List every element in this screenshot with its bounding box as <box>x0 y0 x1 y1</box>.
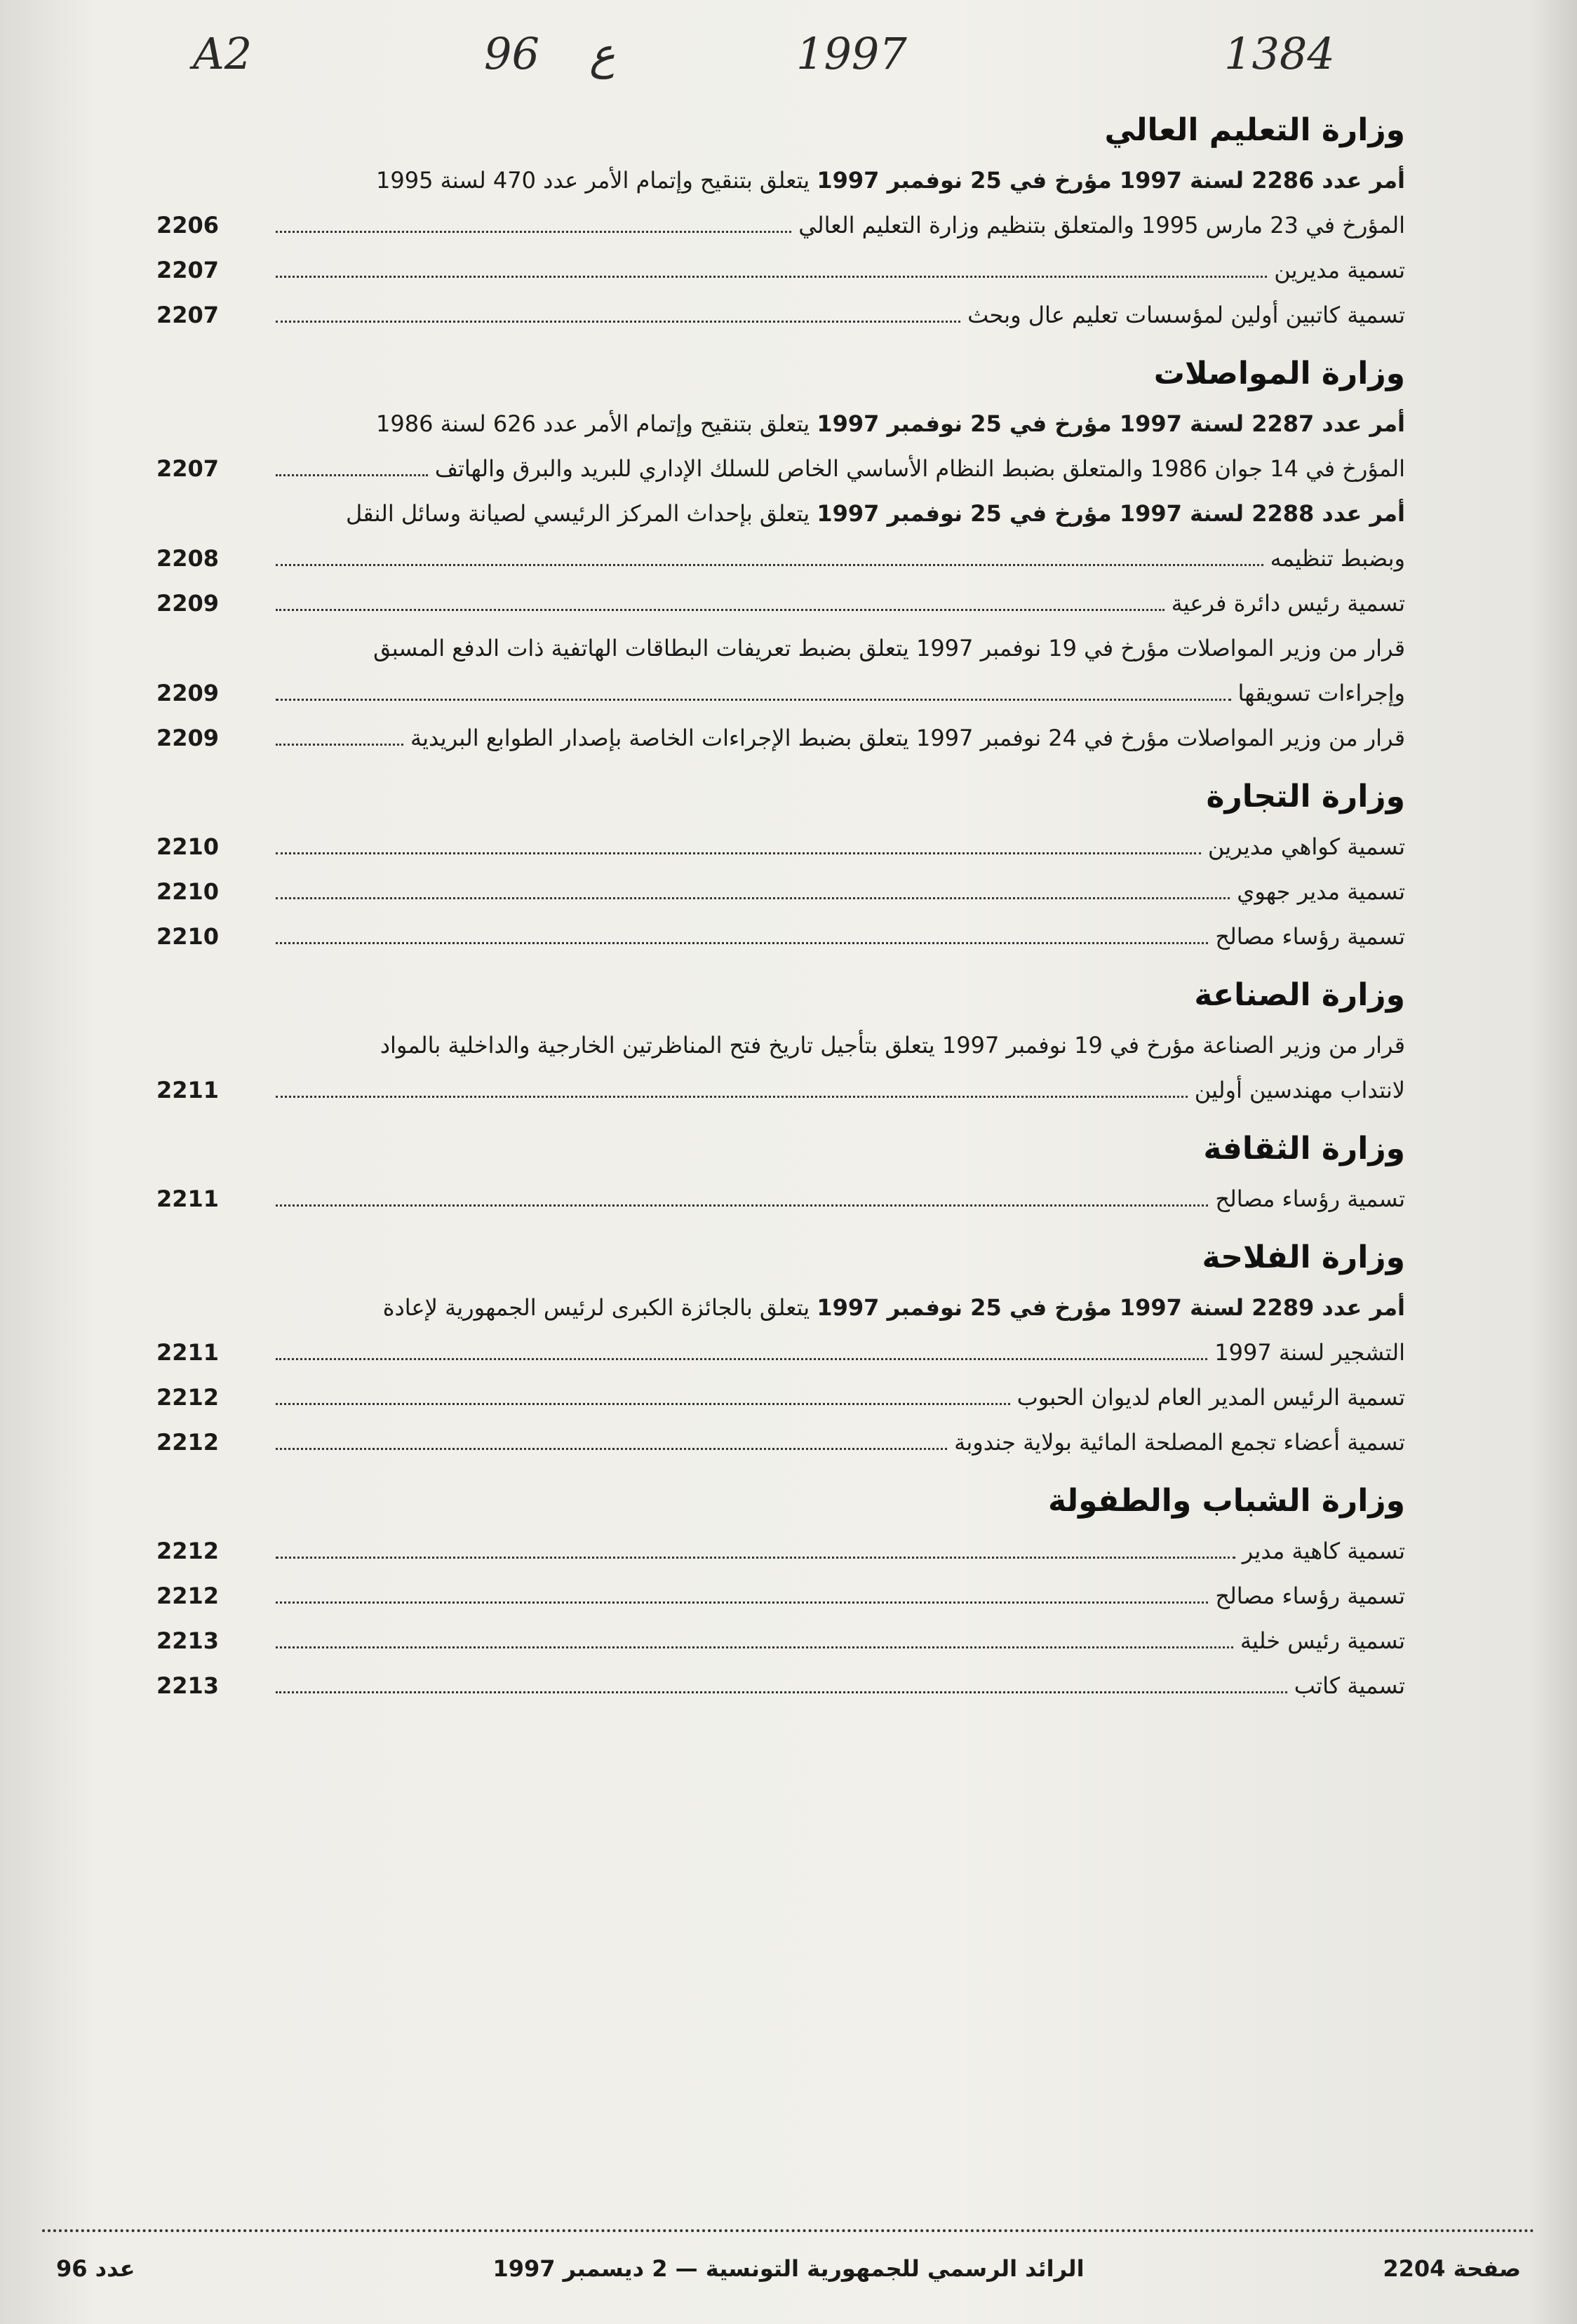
entry-page-number: 2211 <box>156 1185 220 1212</box>
section-title: وزارة التعليم العالي <box>1104 112 1405 148</box>
entry-page-number: 2209 <box>156 680 220 706</box>
toc-section <box>156 1483 1405 1708</box>
leader-dots <box>276 744 403 746</box>
entry-text <box>1215 1176 1405 1221</box>
entry-page-number: 2207 <box>156 455 220 482</box>
entry-description: يتعلق بتنقيح وإتمام الأمر عدد 626 لسنة 1986 <box>375 410 817 437</box>
entry-description: يتعلق بتنقيح وإتمام الأمر عدد 470 لسنة 1995 <box>375 167 817 194</box>
entry-text <box>1274 248 1405 293</box>
leader-dots <box>276 699 1231 701</box>
section-title: وزارة الفلاحة <box>1202 1240 1405 1275</box>
leader-dots <box>276 1096 1188 1098</box>
entry-description: يتعلق بالجائزة الكبرى لرئيس الجمهورية لإعادة <box>382 1294 817 1321</box>
toc-entry[interactable] <box>156 1573 1405 1618</box>
leader-dots <box>276 321 960 323</box>
entry-text <box>967 293 1405 337</box>
handwritten-note: 1997 <box>796 28 907 79</box>
footer-divider <box>42 2229 1535 2232</box>
toc-section <box>156 977 1405 1113</box>
entry-text <box>346 500 1405 527</box>
entry-description: قرار من وزير المواصلات مؤرخ في 24 نوفمبر 1997 يتعلق بضبط الإجراءات الخاصة بإصدار الطوابع البريدية <box>410 725 1405 751</box>
entry-text <box>383 1294 1405 1321</box>
entry-page-number: 2213 <box>156 1672 220 1699</box>
table-of-contents <box>156 112 1405 1726</box>
toc-entry[interactable] <box>156 1420 1405 1465</box>
entry-page-number: 2210 <box>156 833 220 860</box>
entry-description: تسمية كاتبين أولين لمؤسسات تعليم عال وبحث <box>967 302 1405 328</box>
entry-decree-reference: أمر عدد 2286 لسنة 1997 مؤرخ في 25 نوفمبر 1997 <box>817 167 1405 194</box>
entry-text <box>1172 581 1405 626</box>
footer-journal-title: الرائد الرسمي للجمهورية التونسية — 2 ديسمبر 1997 <box>492 2255 1085 2282</box>
entry-text <box>1208 824 1405 869</box>
entry-text <box>380 1032 1405 1059</box>
handwritten-note: ع <box>589 28 615 79</box>
leader-dots <box>276 942 1208 944</box>
leader-dots <box>276 276 1267 278</box>
section-title: وزارة التجارة <box>1206 779 1405 814</box>
entry-description: تسمية كاهية مدير <box>1242 1538 1405 1564</box>
entry-page-number: 2208 <box>156 545 220 572</box>
entry-page-number: 2213 <box>156 1627 220 1654</box>
entry-description: تسمية رؤساء مصالح <box>1215 923 1405 950</box>
toc-section <box>156 1240 1405 1465</box>
toc-entry[interactable] <box>156 581 1405 626</box>
entry-text <box>1017 1375 1405 1420</box>
entry-page-number: 2210 <box>156 878 220 905</box>
entry-continuation: لانتداب مهندسين أولين <box>1194 1077 1405 1103</box>
toc-entry[interactable] <box>156 1176 1405 1221</box>
section-title: وزارة المواصلات <box>1153 356 1405 391</box>
toc-entry[interactable] <box>156 1529 1405 1573</box>
handwritten-note: 96 <box>484 28 539 79</box>
entry-description: قرار من وزير الصناعة مؤرخ في 19 نوفمبر 1997 يتعلق بتأجيل تاريخ فتح المناظرتين الخارجية والداخلية بالمواد <box>380 1032 1405 1059</box>
footer-page-number: صفحة 2204 <box>1383 2255 1521 2282</box>
entry-continuation: المؤرخ في 14 جوان 1986 والمتعلق بضبط النظام الأساسي الخاص للسلك الإداري للبريد والبرق والهاتف <box>434 455 1405 482</box>
entry-text <box>1237 869 1405 914</box>
entry-decree-reference: أمر عدد 2289 لسنة 1997 مؤرخ في 25 نوفمبر 1997 <box>817 1294 1405 1321</box>
entry-text <box>1240 1618 1405 1663</box>
toc-section <box>156 779 1405 959</box>
entry-text <box>1242 1529 1405 1573</box>
toc-entry[interactable] <box>156 401 1405 491</box>
entry-page-number: 2210 <box>156 923 220 950</box>
leader-dots <box>276 231 791 233</box>
entry-continuation: وإجراءات تسويقها <box>1237 680 1405 706</box>
entry-description: يتعلق بإحداث المركز الرئيسي لصيانة وسائل النقل <box>346 500 817 527</box>
gutter-shadow <box>1529 0 1577 2324</box>
section-title: وزارة الثقافة <box>1203 1131 1405 1167</box>
leader-dots <box>276 1204 1208 1207</box>
toc-entry[interactable] <box>156 248 1405 293</box>
handwritten-note: A2 <box>193 28 253 79</box>
entry-description: قرار من وزير المواصلات مؤرخ في 19 نوفمبر 1997 يتعلق بضبط تعريفات البطاقات الهاتفية ذات الدفع المسبق <box>373 635 1405 661</box>
leader-dots <box>276 1557 1235 1559</box>
entry-description: تسمية رئيس دائرة فرعية <box>1171 590 1405 617</box>
footer-issue-number: عدد 96 <box>56 2255 135 2282</box>
entry-decree-reference: أمر عدد 2287 لسنة 1997 مؤرخ في 25 نوفمبر 1997 <box>817 410 1405 437</box>
entry-page-number: 2207 <box>156 302 220 328</box>
entry-text <box>1215 914 1405 959</box>
page-footer <box>56 2255 1521 2297</box>
handwritten-note: 1384 <box>1224 28 1335 79</box>
toc-entry[interactable] <box>156 869 1405 914</box>
toc-section <box>156 356 1405 760</box>
entry-decree-reference: أمر عدد 2288 لسنة 1997 مؤرخ في 25 نوفمبر 1997 <box>817 500 1405 527</box>
entry-text <box>373 635 1405 661</box>
leader-dots <box>276 1358 1207 1360</box>
entry-description: تسمية أعضاء تجمع المصلحة المائية بولاية جندوبة <box>954 1429 1405 1456</box>
entry-description: تسمية مديرين <box>1274 257 1405 283</box>
entry-page-number: 2212 <box>156 1429 220 1456</box>
entry-text <box>1294 1663 1405 1708</box>
entry-description: تسمية مدير جهوي <box>1237 878 1405 905</box>
entry-page-number: 2212 <box>156 1583 220 1609</box>
toc-entry[interactable] <box>156 1618 1405 1663</box>
entry-description: تسمية رؤساء مصالح <box>1215 1185 1405 1212</box>
entry-page-number: 2209 <box>156 725 220 751</box>
toc-entry[interactable] <box>156 626 1405 716</box>
toc-entry[interactable] <box>156 1375 1405 1420</box>
entry-description: تسمية رؤساء مصالح <box>1215 1583 1405 1609</box>
entry-page-number: 2211 <box>156 1339 220 1366</box>
entry-page-number: 2206 <box>156 212 220 239</box>
entry-continuation: المؤرخ في 23 مارس 1995 والمتعلق بتنظيم وزارة التعليم العالي <box>798 212 1405 239</box>
toc-entry[interactable] <box>156 1663 1405 1708</box>
entry-description: تسمية كاتب <box>1294 1672 1405 1699</box>
entry-description: تسمية رئيس خلية <box>1240 1627 1405 1654</box>
leader-dots <box>276 1403 1010 1405</box>
entry-text <box>1215 1573 1405 1618</box>
toc-section <box>156 1131 1405 1221</box>
entry-text <box>410 716 1405 760</box>
toc-entry[interactable] <box>156 1023 1405 1113</box>
leader-dots <box>276 564 1263 566</box>
leader-dots <box>276 1601 1208 1604</box>
entry-page-number: 2207 <box>156 257 220 283</box>
leader-dots <box>276 1646 1233 1648</box>
leader-dots <box>276 897 1230 899</box>
toc-entry[interactable] <box>156 716 1405 760</box>
entry-page-number: 2211 <box>156 1077 220 1103</box>
entry-description: تسمية الرئيس المدير العام لديوان الحبوب <box>1016 1384 1405 1411</box>
entry-description: تسمية كواهي مديرين <box>1207 833 1405 860</box>
entry-text <box>954 1420 1405 1465</box>
entry-page-number: 2212 <box>156 1538 220 1564</box>
section-title: وزارة الصناعة <box>1194 977 1405 1013</box>
leader-dots <box>276 609 1165 611</box>
leader-dots <box>276 1691 1287 1693</box>
toc-entry[interactable] <box>156 293 1405 337</box>
entry-text <box>376 410 1405 437</box>
entry-text <box>376 167 1405 194</box>
entry-continuation: وبضبط تنظيمه <box>1270 545 1405 572</box>
section-title: وزارة الشباب والطفولة <box>1047 1483 1405 1519</box>
toc-entry[interactable] <box>156 914 1405 959</box>
entry-continuation: التشجير لسنة 1997 <box>1214 1339 1405 1366</box>
toc-entry[interactable] <box>156 824 1405 869</box>
entry-page-number: 2212 <box>156 1384 220 1411</box>
entry-page-number: 2209 <box>156 590 220 617</box>
toc-entry[interactable] <box>156 491 1405 581</box>
toc-entry[interactable] <box>156 1285 1405 1375</box>
leader-dots <box>276 1448 947 1450</box>
toc-section <box>156 112 1405 337</box>
toc-entry[interactable] <box>156 158 1405 248</box>
leader-dots <box>276 474 428 476</box>
leader-dots <box>276 852 1201 854</box>
